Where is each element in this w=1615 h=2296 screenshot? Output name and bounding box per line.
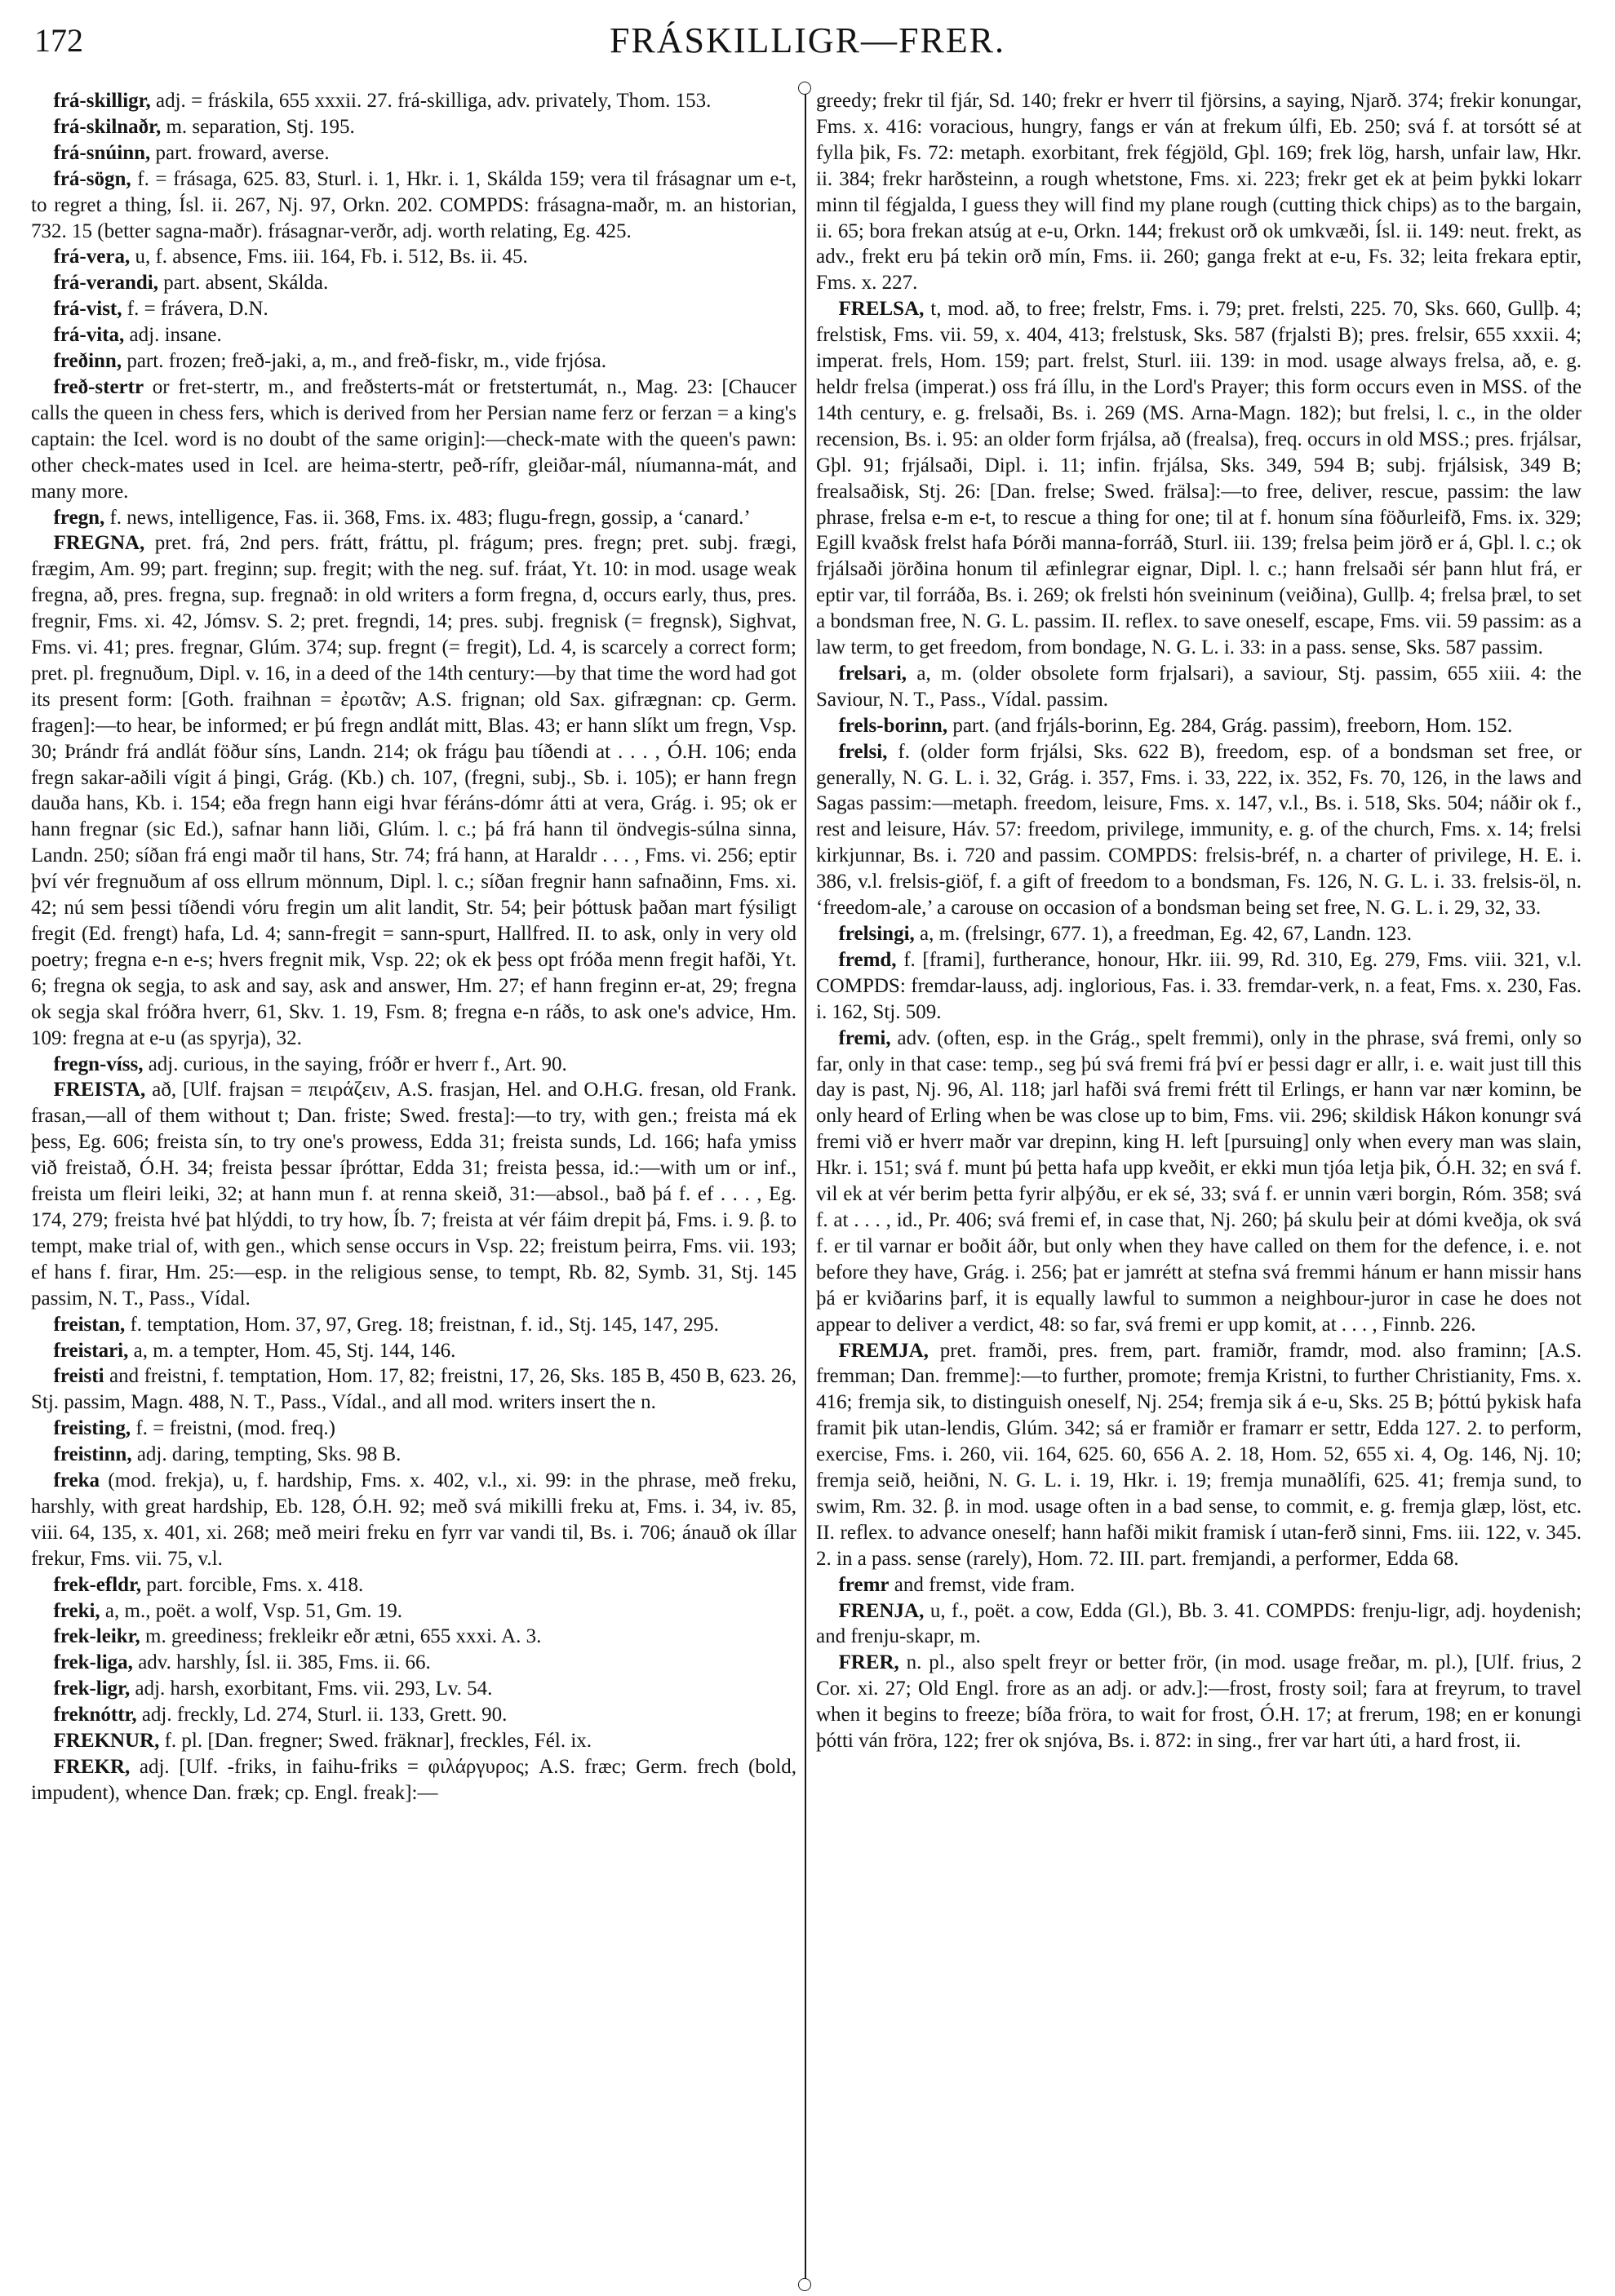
dictionary-entry xyxy=(31,1442,796,1468)
dictionary-entry xyxy=(31,1416,796,1442)
entry-definition: (mod. frekja), u, f. hardship, Fms. x. 402, v.l., xi. 99: in the phrase, með freku, harshly, with great hardship, Eb. 128, Ó.H. 92; með svá mikilli freku at, Fms. i. 34, iv. 85, viii. 64, 135, x. 401, xi. 268; með meiri freku en fyrr var vandi til, Bs. i. 706; ánauð ok íllar frekur, Fms. vii. 75, v.l. xyxy=(31,1469,796,1570)
dictionary-entry xyxy=(31,1650,796,1676)
rule-ornament-top xyxy=(798,82,811,95)
entry-headword: freðinn, xyxy=(53,350,122,373)
entry-headword: frá-vita, xyxy=(53,324,125,347)
entry-definition: greedy; frekr til fjár, Sd. 140; frekr er hverr til fjörsins, a saying, Njarð. 374; frekir konungar, Fms. x. 416: voracious, hungry, fangs er ván at frekum úlfi, Eb. 250; svá f. at torsótt sé at fylla þik, Fs. 72: metaph. exorbitant, frek fégjöld, Gþl. 169; frek lög, harsh, unfair law, Hkr. ii. 384; frekr harðsteinn, a rough whetstone, Fms. xi. 223; frekr get ek at þeim þykki lokarr minn til fégjalda, I guess they will find my plane rough (cutting thick chips) as to the bargain, ii. 65; bora frekan atsúg at e-u, Orkn. 144; frekust orð ok umkvæði, Ísl. ii. 149: neut. frekt, as adv., frekt eru þá tekin orð mín, Fms. ii. 260; ganga frekt at e-u, Fs. 32; leita frekara eptir, Fms. x. 227. xyxy=(816,90,1582,295)
dictionary-entry xyxy=(31,505,796,531)
entry-headword: FREKNUR, xyxy=(53,1730,160,1753)
entry-headword: frá-vera, xyxy=(53,246,131,268)
dictionary-entry xyxy=(816,1026,1582,1338)
entry-headword: frek-leikr, xyxy=(53,1625,140,1648)
entry-definition: adj. = fráskila, 655 xxxii. 27. frá-skilliga, adv. privately, Thom. 153. xyxy=(155,90,712,112)
dictionary-entry xyxy=(816,661,1582,713)
entry-definition: adj. freckly, Ld. 274, Sturl. ii. 133, Grett. 90. xyxy=(141,1704,508,1726)
entry-definition: part. frozen; freð-jaki, a, m., and freð-fiskr, m., vide frjósa. xyxy=(126,350,606,373)
dictionary-entry xyxy=(31,1754,796,1806)
dictionary-entry xyxy=(31,1312,796,1338)
dictionary-entry xyxy=(31,166,796,245)
dictionary-entry xyxy=(31,1468,796,1572)
entry-headword: frá-verandi, xyxy=(53,272,158,295)
dictionary-entry xyxy=(816,296,1582,661)
entry-headword: frá-skilnaðr, xyxy=(53,115,162,138)
dictionary-entry xyxy=(816,1338,1582,1572)
dictionary-entry xyxy=(31,88,796,114)
dictionary-entry xyxy=(31,114,796,140)
dictionary-entry xyxy=(31,1624,796,1650)
page-header xyxy=(0,0,1615,73)
entry-definition: adj. insane. xyxy=(129,324,222,347)
entry-definition: u, f., poët. a cow, Edda (Gl.), Bb. 3. 41. COMPDS: frenju-ligr, adj. hoydenish; and frenju-skapr, m. xyxy=(816,1599,1582,1648)
dictionary-entry xyxy=(816,921,1582,947)
entry-headword: fremi, xyxy=(838,1026,891,1049)
entry-headword: fregn-víss, xyxy=(53,1053,144,1075)
dictionary-entry xyxy=(31,140,796,166)
dictionary-entry xyxy=(31,1077,796,1311)
dictionary-entry xyxy=(31,1702,796,1728)
entry-definition: adj. harsh, exorbitant, Fms. vii. 293, Lv. 54. xyxy=(135,1678,493,1700)
entry-headword: frek-ligr, xyxy=(53,1678,131,1700)
dictionary-entry xyxy=(816,1572,1582,1598)
entry-headword: frá-vist, xyxy=(53,298,122,321)
entry-definition: t, mod. að, to free; frelstr, Fms. i. 79; pret. frelsti, 225. 70, Sks. 660, Gullþ. 4; frelstisk, Fms. vii. 59, x. 404, 413; frelstusk, Sks. 587 (frjalsti B); pres. frelsir, 655 xxxii. 4; imperat. frels, Hom. 159; part. frelst, Sturl. iii. 139: in mod. usage always frelsa, að, e. g. heldr frelsa (imperat.) oss frá íllu, in the Lord's Prayer; this form occurs even in MSS. of the 14th century, e. g. frelsaði, Bs. i. 269 (MS. Arna-Magn. 182); but frelsi, l. c., in the older recension, Bs. i. 95: an older form frjálsa, að (frealsa), freq. occurs in old MSS.; pres. frjálsar, Gþl. 91; frjálsaði, Dipl. i. 11; infin. frjálsa, Sks. 349, 594 B; subj. frjálsisk, 349 B; frealsaðisk, Stj. 26: [Dan. frelse; Swed. frälsa]:—to free, deliver, rescue, passim: the law phrase, frelsa e-m e-t, to rescue a thing for one; til at f. honum sína föðurleifð, Fms. ix. 329; Egill kvaðsk frelst hafa Þórði manna-forráð, Sturl. iii. 139; frelsa þeim jörð er á, Gþl. l. c.; ok frjálsaði jörðina honum til æfinlegrar eignar, Dipl. l. c.; hann frelsaði sér þann hlut frá, er eptir var, til forráða, Bs. i. 269; ok frelsti hón sveininum (veiðina), Gullþ. 4; frelsa þræl, to set a bondsman free, N. G. L. passim. II. reflex. to save oneself, escape, Fms. vii. 59 passim: as a law term, to get freedom, from bondage, N. G. L. i. 33: in a pass. sense, Sks. 587 passim. xyxy=(816,298,1582,659)
entry-headword: fremr xyxy=(838,1573,890,1596)
entry-headword: frelsi, xyxy=(838,740,888,763)
dictionary-entry xyxy=(31,270,796,296)
entry-definition: m. greediness; frekleikr eðr ætni, 655 xxxi. A. 3. xyxy=(145,1625,542,1648)
entry-definition: f. temptation, Hom. 37, 97, Greg. 18; freistnan, f. id., Stj. 145, 147, 295. xyxy=(130,1313,719,1336)
entry-definition: adj. daring, tempting, Sks. 98 B. xyxy=(136,1443,402,1466)
entry-definition: adj. curious, in the saying, fróðr er hverr f., Art. 90. xyxy=(148,1053,567,1075)
entry-headword: fremd, xyxy=(838,948,897,971)
entry-headword: freistari, xyxy=(53,1339,129,1362)
dictionary-entry xyxy=(31,244,796,270)
entry-headword: frelsari, xyxy=(838,662,907,685)
entry-headword: freisting, xyxy=(53,1417,131,1440)
entry-definition: f. (older form frjálsi, Sks. 622 B), freedom, esp. of a bondsman set free, or generally, N. G. L. i. 32, Grág. i. 357, Fms. i. 33, 222, ix. 352, Fs. 70, 126, in the laws and Sagas passim:—metaph. freedom, leisure, Fms. x. 147, v.l., Bs. i. 518, Sks. 504; náðir ok f., rest and leisure, Háv. 57: freedom, privilege, immunity, e. g. of the church, Fms. x. 14; frelsi kirkjunnar, Bs. i. 720 and passim. COMPDS: frelsis-bréf, n. a charter of privilege, H. E. i. 386, v.l. frelsis-giöf, f. a gift of freedom to a bondsman, Fs. 126, N. G. L. i. 33. frelsis-öl, n. ‘freedom-ale,’ a carouse on occasion of a bondsman being set free, N. G. L. i. 29, 32, 33. xyxy=(816,740,1582,920)
entry-definition: f. news, intelligence, Fas. ii. 368, Fms. ix. 483; flugu-fregn, gossip, a ‘canard.’ xyxy=(109,506,751,529)
entry-definition: a, m. (older obsolete form frjalsari), a saviour, Stj. passim, 655 xiii. 4: the Saviour, N. T., Pass., Vídal. passim. xyxy=(816,662,1582,711)
entry-definition: f. = frásaga, 625. 83, Sturl. i. 1, Hkr. i. 1, Skálda 159; vera til frásagnar um e-t, to regret a thing, Ísl. ii. 267, Nj. 97, Orkn. 202. COMPDS: frásagna-maðr, m. an historian, 732. 15 (better sagna-maðr). frásagnar-verðr, adj. worth relating, Eg. 425. xyxy=(31,167,796,242)
entry-definition: adv. harshly, Ísl. ii. 385, Fms. ii. 66. xyxy=(138,1651,431,1674)
dictionary-entry xyxy=(816,739,1582,921)
entry-headword: freð-stertr xyxy=(53,375,144,398)
entry-headword: FREKR, xyxy=(53,1756,131,1778)
entry-definition: and fremst, vide fram. xyxy=(894,1573,1076,1596)
dictionary-entry xyxy=(816,88,1582,296)
entry-definition: or fret-stertr, m., and freðsterts-mát or fretstertumát, n., Mag. 23: [Chaucer calls the queen in chess fers, which is derived from her Persian name ferz or ferzan = a king's captain: the Icel. word is no doubt of the same origin]:—check-mate with the queen's pawn: other check-mates used in Icel. are heima-stertr, peð-rífr, gleiðar-mál, níumanna-mát, and many more. xyxy=(31,375,796,503)
dictionary-entry xyxy=(31,1052,796,1078)
entry-headword: freknóttr, xyxy=(53,1704,137,1726)
entry-headword: fregn, xyxy=(53,506,105,529)
dictionary-entry xyxy=(816,1650,1582,1754)
entry-definition: part. absent, Skálda. xyxy=(163,272,329,295)
running-head: FRÁSKILLIGR—FRER. xyxy=(609,20,1006,60)
entry-headword: freisti xyxy=(53,1365,104,1388)
dictionary-entry xyxy=(31,1728,796,1754)
entry-definition: adj. [Ulf. -friks, in faihu-friks = φιλάργυρος; A.S. fræc; Germ. frech (bold, impudent), whence Dan. fræk; cp. Engl. freak]:— xyxy=(31,1756,796,1804)
dictionary-entry xyxy=(816,1598,1582,1651)
entry-headword: frelsingi, xyxy=(838,923,915,945)
right-column xyxy=(816,88,1582,2283)
entry-definition: n. pl., also spelt freyr or better frör, (in mod. usage freðar, m. pl.), [Ulf. frius, 2 Cor. xi. 27; Old Engl. frore as an adj. or adv.]:—frost, frosty soil; fara at freyrum, to travel when it begins to freeze; bíða fröra, to wait for frost, Ó.H. 17; at frerum, 198; en er konungi þótti ván fröra, 122; frer ok snjóva, Bs. i. 872: in sing., frer var hart úti, a hard frost, ii. xyxy=(816,1651,1582,1753)
entry-definition: part. (and frjáls-borinn, Eg. 284, Grág. passim), freeborn, Hom. 152. xyxy=(952,714,1513,737)
entry-headword: freka xyxy=(53,1469,100,1492)
page-number: 172 xyxy=(34,22,83,59)
dictionary-entry xyxy=(31,1598,796,1624)
entry-definition: and freistni, f. temptation, Hom. 17, 82; freistni, 17, 26, Sks. 185 B, 450 B, 623. 26, Stj. passim, Magn. 488, N. T., Pass., Vídal., and all mod. writers insert the n. xyxy=(31,1365,796,1414)
column-rule xyxy=(805,85,806,2285)
entry-definition: f. pl. [Dan. fregner; Swed. fräknar], freckles, Fél. ix. xyxy=(164,1730,592,1753)
dictionary-entry xyxy=(31,375,796,505)
entry-headword: FRENJA, xyxy=(838,1599,925,1622)
dictionary-entry xyxy=(31,348,796,375)
dictionary-entry xyxy=(31,1572,796,1598)
entry-definition: pret. framði, pres. frem, part. framiðr, framdr, mod. also framinn; [A.S. fremman; Dan. fremme]:—to further, promote; fremja Kristni, to further Christianity, Fms. x. 416; fremja sik, to distinguish oneself, Nj. 254; fremja sik á e-u, Sks. 25 B; þóttú þykisk hafa framit þik utan-lendis, Glúm. 342; sá er framiðr er framarr er settr, Edda 127. 2. to perform, exercise, Fms. i. 260, vii. 164, 625. 60, 656 A. 2. 18, Hom. 52, 655 xi. 4, Og. 146, Nj. 10; fremja seið, heiðni, N. G. L. i. 19, Hkr. i. 19; fremja munaðlífi, 625. 41; fremja sund, to swim, Rm. 32. β. in mod. usage often in a bad sense, to commit, e. g. fremja glæp, löst, etc. II. reflex. to advance oneself; hann hafði mikit framisk í utan-ferð sinni, Fms. iii. 122, v. 345. 2. in a pass. sense (rarely), Hom. 72. III. part. fremjandi, a performer, Edda 68. xyxy=(816,1339,1582,1570)
entry-headword: FREMJA, xyxy=(838,1339,929,1362)
entry-definition: pret. frá, 2nd pers. frátt, fráttu, pl. frágum; pres. fregn; pret. subj. frægi, frægim, Am. 99; part. freginn; sup. fregit; with the neg. suf. fráat, Yt. 10: in mod. usage weak fregna, að, pres. fregna, sup. fregnað: in old writers a form fregna, d, occurs early, thus, pres. fregnir, Fms. xi. 42, Jómsv. S. 2; pret. fregndi, 14; pres. subj. fregnisk (= fregnsk), Sighvat, Fms. vi. 41; pres. fregnar, Glúm. 374; sup. fregnt (= fregit), Ld. 4, is scarcely a correct form; pret. pl. fregnuðum, Dipl. v. 16, in a deed of the 14th century:—by that time the word had got its present form: [Goth. fraihnan = ἐρωτᾶν; A.S. frignan; old Sax. gifrægnan: cp. Germ. fragen]:—to hear, be informed; er þú fregn andlát mitt, Blas. 43; er hann slíkt um fregn, Vsp. 30; Þrándr frá andlát föður síns, Landn. 214; ok frágu þau tíðendi at . . . , Ó.H. 106; enda fregn sakar-aðili vígit á þingi, Grág. (Kb.) ch. 107, (fregni, subj., Sb. i. 105); er hann fregn dauða hans, Kb. i. 154; eða fregn hann eigi hvar féráns-dómr átti at vera, Grág. i. 95; ok er hann fregnar (sic Ed.), safnar hann liði, Glúm. l. c.; þá frá hann til öndvegis-súlna sinna, Landn. 250; síðan frá engi maðr til hans, Str. 74; frá hann, at Haraldr . . . , Fms. vi. 256; eptir því vér fregnuðum af oss ellrum mönnum, Dipl. l. c.; síðan fregnir hann safnaðinn, Fms. xi. 42; nú sem þessi tíðendi vóru fregin um alit landit, Str. 54; þeir þóttusk þaðan mart fýsiligt fregit (Ed. frengt) hafa, Ld. 4; sann-fregit = sann-spurt, Hallfred. II. to ask, only in very old poetry; fregna e-n e-s; hvers fregnit mik, Vsp. 22; ok ek þess opt fróða menn fregit hafði, Yt. 6; fregna ok segja, to ask and say, ask and answer, Hm. 27; ef hann freginn er-at, 29; fregna ok segja skal fróðra hverr, 61, Skv. 1. 19, Fsm. 8; fregna e-n ráðs, to ask one's advice, Hm. 109: fregna at e-u (as spyrja), 32. xyxy=(31,532,796,1049)
entry-definition: að, [Ulf. frajsan = πειράζειν, A.S. frasjan, Hel. and O.H.G. fresan, old Frank. frasan,—all of them without t; Dan. friste; Swed. fresta]:—to try, with gen.; freista má ek þess, Eg. 606; freista sín, to try one's prowess, Edda 31; freista sunds, Ld. 166; hafa ymiss við freistað, Ó.H. 34; freista þessar íþróttar, Edda 31; freista þessa, id.:—with um or inf., freista um fleiri leiki, 32; at hann mun f. at renna skeið, 31:—absol., bað þá f. ef . . . , Eg. 174, 279; freista hvé þat hlýddi, to try how, Íb. 7; freista at vér fáim drepit þá, Fms. i. 9. β. to tempt, make trial of, with gen., which sense occurs in Vsp. 22; freistum þeirra, Fms. vii. 193; ef hans f. firar, Hm. 25:—esp. in the religious sense, to tempt, Rb. 82, Symb. 31, Stj. 145 passim, N. T., Pass., Vídal. xyxy=(31,1079,796,1310)
dictionary-entry xyxy=(31,322,796,348)
left-column xyxy=(31,88,796,2283)
entry-headword: freistinn, xyxy=(53,1443,132,1466)
dictionary-entry xyxy=(31,1676,796,1702)
entry-definition: f. = freistni, (mod. freq.) xyxy=(135,1417,336,1440)
rule-ornament-bottom xyxy=(798,2278,811,2291)
dictionary-entry xyxy=(816,713,1582,739)
entry-headword: FRER, xyxy=(838,1651,899,1674)
entry-headword: frek-efldr, xyxy=(53,1573,142,1596)
entry-headword: frels-borinn, xyxy=(838,714,948,737)
entry-headword: FREISTA, xyxy=(53,1079,146,1101)
entry-headword: FRELSA, xyxy=(838,298,925,321)
entry-headword: freki, xyxy=(53,1599,100,1622)
dictionary-entry xyxy=(31,530,796,1051)
dictionary-entry xyxy=(31,1338,796,1364)
entry-definition: f. [frami], furtherance, honour, Hkr. iii. 99, Rd. 310, Eg. 279, Fms. viii. 321, v.l. COMPDS: fremdar-lauss, adj. inglorious, Fas. i. 33. fremdar-verk, n. a feat, Fms. x. 230, Fas. i. 162, Stj. 509. xyxy=(816,948,1582,1023)
entry-definition: part. forcible, Fms. x. 418. xyxy=(146,1573,364,1596)
entry-headword: frek-liga, xyxy=(53,1651,133,1674)
entry-headword: frá-snúinn, xyxy=(53,141,151,164)
entry-definition: m. separation, Stj. 195. xyxy=(166,115,355,138)
entry-definition: a, m. a tempter, Hom. 45, Stj. 144, 146. xyxy=(133,1339,456,1362)
entry-definition: a, m. (frelsingr, 677. 1), a freedman, Eg. 42, 67, Landn. 123. xyxy=(920,923,1413,945)
entry-headword: freistan, xyxy=(53,1313,126,1336)
entry-headword: frá-sögn, xyxy=(53,167,131,190)
entry-definition: part. froward, averse. xyxy=(155,141,330,164)
dictionary-entry xyxy=(31,1363,796,1416)
dictionary-entry xyxy=(31,296,796,322)
entry-definition: f. = frávera, D.N. xyxy=(126,298,268,321)
entry-headword: FREGNA, xyxy=(53,532,145,555)
entry-definition: a, m., poët. a wolf, Vsp. 51, Gm. 19. xyxy=(104,1599,403,1622)
entry-headword: frá-skilligr, xyxy=(53,90,151,112)
dictionary-entry xyxy=(816,947,1582,1026)
entry-definition: u, f. absence, Fms. iii. 164, Fb. i. 512, Bs. ii. 45. xyxy=(135,246,528,268)
entry-definition: adv. (often, esp. in the Grág., spelt fremmi), only in the phrase, svá fremi, only so far, only in that case: temp., seg þú svá fremi frá því er þessi dagr er allr, i. e. wait just till this day is past, Nj. 96, Al. 118; jarl hafði svá fremi frétt til Erlings, er hann var nær kominn, be only heard of Erling when be was close up to bim, Fms. vii. 296; skildisk Hákon konungr svá fremi við er hverr maðr var drepinn, king H. left [pursuing] only when every man was slain, Hkr. i. 151; svá f. munt þú þetta hafa upp kveðit, er ekki mun tjóa letja þik, Ó.H. 32; en svá f. vil ek at vér berim þetta fyrir alþýðu, er ek sé, 33; svá f. er unnin væri borgin, Róm. 358; svá f. at . . . , id., Pr. 406; svá fremi ef, in case that, Nj. 260; þá skulu þeir at dómi kveðja, ok svá f. er til varnar er boðit áðr, but only when they have called on them for the defence, i. e. not before they have, Grág. i. 256; þat er jamrétt at stefna svá fremmi hánum er hann missir hans þá er kviðarins þarf, it is equally lawful to summon a neighbour-juror in case he does not appear to deliver a verdict, 48: so far, svá fremi er upp komit, at . . . , Finnb. 226. xyxy=(816,1026,1582,1336)
